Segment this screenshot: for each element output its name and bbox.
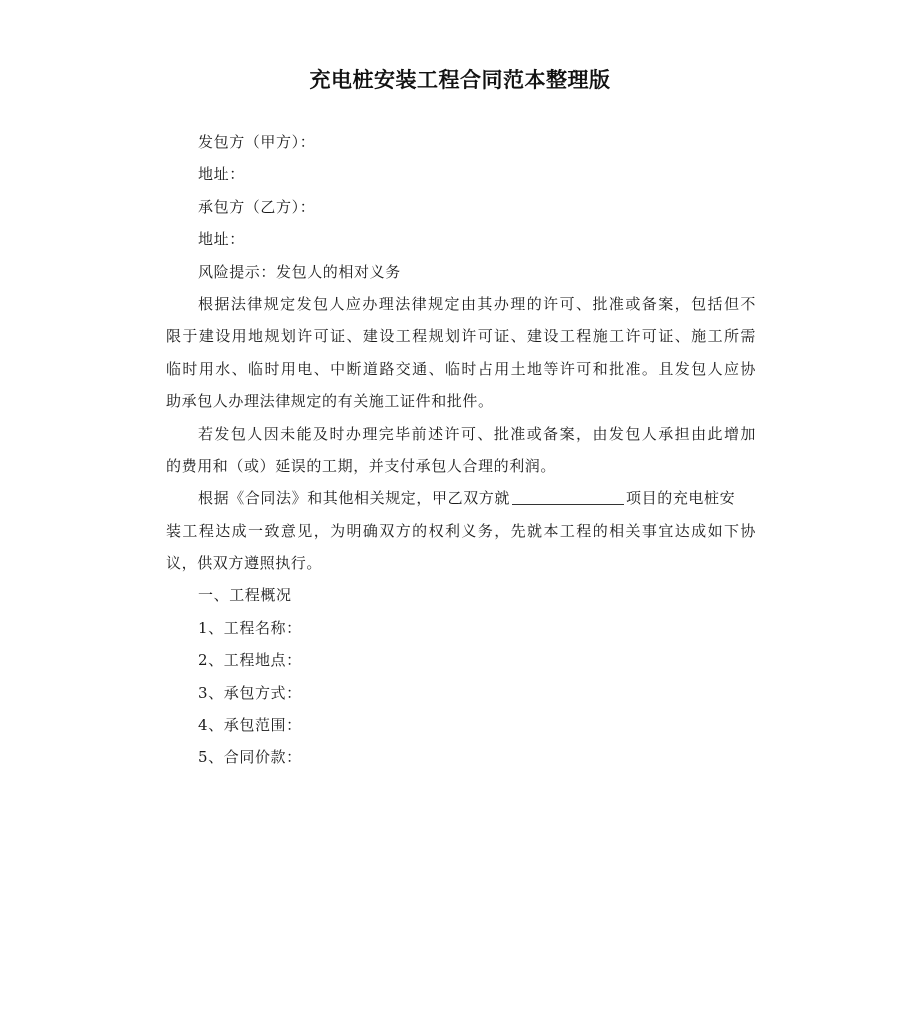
project-name-blank[interactable] [512, 489, 624, 505]
preamble-line-3: 议，供双方遵照执行。 [166, 554, 323, 573]
risk-paragraph-1-line: 根据法律规定发包人应办理法律规定由其办理的许可、批准或备案，包括但不 [198, 294, 756, 313]
section-item: 2、工程地点： [198, 651, 302, 670]
preamble-line-1 [166, 482, 756, 514]
document-title: 充电桩安装工程合同范本整理版 [309, 68, 611, 92]
contractor-address-label: 地址： [198, 230, 245, 249]
risk-paragraph-1-line: 临时用水、临时用电、中断道路交通、临时占用土地等许可和批准。且发包人应协 [166, 359, 756, 378]
contractor-label: 承包方（乙方）： [198, 197, 316, 216]
risk-notice-heading: 风险提示：发包人的相对义务 [198, 262, 401, 281]
employer-label: 发包方（甲方）： [198, 133, 316, 151]
section-item: 5、合同价款： [198, 748, 302, 767]
section-heading: 一、工程概况 [198, 586, 292, 605]
section-item: 3、承包方式： [198, 683, 302, 702]
preamble-text-before-blank: 根据《合同法》和其他相关规定，甲乙双方就 [198, 489, 511, 508]
preamble-line-2: 装工程达成一致意见，为明确双方的权利义务，先就本工程的相关事宜达成如下协 [166, 521, 756, 540]
risk-paragraph-1-line: 限于建设用地规划许可证、建设工程规划许可证、建设工程施工许可证、施工所需 [166, 327, 756, 346]
preamble-text-after-blank: 项目的充电桩安 [626, 489, 736, 508]
section-item: 1、工程名称： [198, 618, 302, 637]
employer-address-label: 地址： [198, 165, 245, 184]
section-item: 4、承包范围： [198, 716, 302, 735]
document-body [166, 126, 756, 774]
risk-paragraph-2-line: 的费用和（或）延误的工期，并支付承包人合理的利润。 [166, 456, 557, 475]
risk-paragraph-2-line: 若发包人因未能及时办理完毕前述许可、批准或备案，由发包人承担由此增加 [198, 424, 756, 443]
risk-paragraph-1-line: 助承包人办理法律规定的有关施工证件和批件。 [166, 392, 494, 411]
